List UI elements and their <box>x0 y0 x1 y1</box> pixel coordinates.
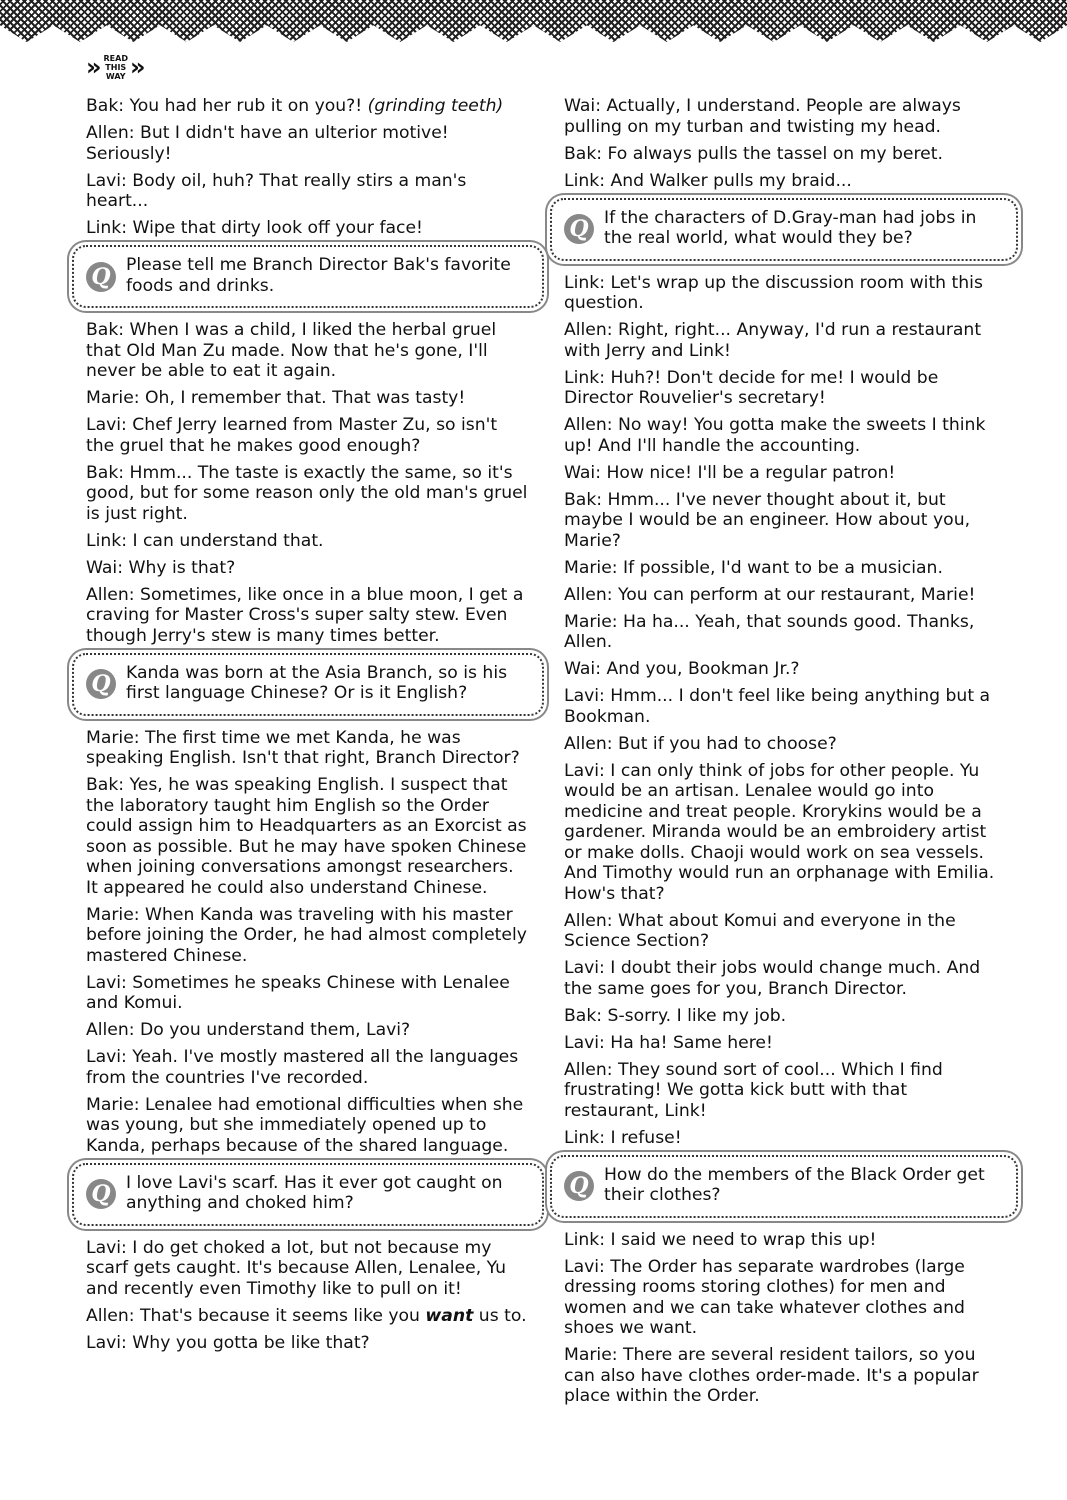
dialogue-line: Wai: Why is that? <box>86 557 236 578</box>
dialogue-line: Bak: Hmm... The taste is exactly the same, so it's good, but for some reason only the old man's gruel is just right. <box>86 462 528 524</box>
way-label: WAY <box>105 71 126 81</box>
question-icon: Q <box>564 1171 594 1201</box>
dialogue-line: Marie: Lenalee had emotional difficulties when she was young, but she immediately opened up to Kanda, perhaps because of the shared language. <box>86 1094 524 1156</box>
dialogue-line: Lavi: Why you gotta be like that? <box>86 1332 370 1353</box>
question-text: Please tell me Branch Director Bak's favorite foods and drinks. <box>126 255 511 296</box>
dialogue-line: Allen: You can perform at our restaurant, Marie! <box>564 584 976 605</box>
question-text: I love Lavi's scarf. Has it ever got caught on anything and choked him? <box>126 1172 503 1213</box>
dialogue-line: Link: I refuse! <box>564 1127 682 1148</box>
question-text: Kanda was born at the Asia Branch, so is his first language Chinese? Or is it English? <box>126 662 508 703</box>
double-chevron-icon: » <box>86 53 102 81</box>
left-column <box>86 96 530 1360</box>
question-icon: Q <box>86 1179 116 1209</box>
question-box <box>72 245 544 308</box>
dialogue-line: Allen: But if you had to choose? <box>564 733 837 754</box>
dialogue-line: Marie: Ha ha... Yeah, that sounds good. Thanks, Allen. <box>564 611 975 652</box>
question-text: If the characters of D.Gray-man had jobs in the real world, what would they be? <box>604 207 977 248</box>
dialogue-line: Lavi: The Order has separate wardrobes (large dressing rooms storing clothes) for men and women and we can take whatever clothes and shoes we want. <box>564 1256 965 1338</box>
dialogue-line: Link: I can understand that. <box>86 530 324 551</box>
dialogue-line: Link: I said we need to wrap this up! <box>564 1229 877 1250</box>
dialogue-line: Bak: You had her rub it on you?! (grinding teeth) <box>86 96 504 116</box>
halftone-top-border <box>0 0 1067 42</box>
dialogue-line: Link: Let's wrap up the discussion room with this question. <box>564 272 983 313</box>
dialogue-line: Lavi: Sometimes he speaks Chinese with Lenalee and Komui. <box>86 972 510 1013</box>
question-icon: Q <box>564 214 594 244</box>
this-label: THIS <box>105 62 127 72</box>
dialogue-line: Wai: Actually, I understand. People are always pulling on my turban and twisting my head. <box>564 96 961 137</box>
dialogue-line: Link: Huh?! Don't decide for me! I would be Director Rouvelier's secretary! <box>564 367 939 408</box>
dialogue-line: Lavi: I can only think of jobs for other people. Yu would be an artisan. Lenalee would go into medicine and treat people. Krorykins would be a gardener. Miranda would be an embroidery artist or make dolls. Chaoji would work on sea vessels. And Timothy would run an orphanage with Emilia. How's that? <box>564 760 995 904</box>
dialogue-line: Lavi: Ha ha! Same here! <box>564 1032 773 1053</box>
read-label: READ <box>103 53 128 63</box>
dialogue-line: Bak: When I was a child, I liked the herbal gruel that Old Man Zu made. Now that he's gone, I'll never be able to eat it again. <box>86 320 497 381</box>
dialogue-line: Allen: No way! You gotta make the sweets I think up! And I'll handle the accounting. <box>564 415 986 456</box>
dialogue-line: Lavi: I doubt their jobs would change much. And the same goes for you, Branch Director. <box>564 958 981 999</box>
dialogue-line: Lavi: Body oil, huh? That really stirs a man's heart... <box>86 170 467 211</box>
dialogue-line: Marie: There are several resident tailors, so you can also have clothes order-made. It's a popular place within the Order. <box>564 1345 979 1406</box>
dialogue-line: Marie: If possible, I'd want to be a musician. <box>564 557 943 578</box>
dialogue-line: Marie: The first time we met Kanda, he was speaking English. Isn't that right, Branch Director? <box>86 727 520 768</box>
question-box <box>72 1163 544 1226</box>
dialogue-line: Link: Wipe that dirty look off your face! <box>86 218 423 238</box>
dialogue-line: Bak: Hmm... I've never thought about it, but maybe I would be an engineer. How about you, Marie? <box>564 489 971 551</box>
dialogue-line: Allen: They sound sort of cool... Which I find frustrating! We gotta kick butt with that restaurant, Link! <box>564 1059 943 1121</box>
right-column <box>564 96 1004 1413</box>
dialogue-line: Allen: Do you understand them, Lavi? <box>86 1020 411 1040</box>
dialogue-line: Allen: Sometimes, like once in a blue moon, I get a craving for Master Cross's super salty stew. Even though Jerry's stew is many times better. <box>86 584 524 646</box>
dialogue-line: Wai: How nice! I'll be a regular patron! <box>564 462 896 483</box>
dialogue-line: Marie: Oh, I remember that. That was tasty! <box>86 388 466 408</box>
double-chevron-icon: » <box>129 53 146 81</box>
dialogue-line: Lavi: Yeah. I've mostly mastered all the languages from the countries I've recorded. <box>86 1047 519 1088</box>
dialogue-line: Marie: When Kanda was traveling with his master before joining the Order, he had almost completely mastered Chinese. <box>86 904 527 966</box>
dialogue-line: Lavi: Hmm... I don't feel like being anything but a Bookman. <box>564 686 991 727</box>
dialogue-line: Bak: Yes, he was speaking English. I suspect that the laboratory taught him English so the Order could assign him to Headquarters as an Exorcist as soon as possible. But he may have spoken Chinese when joining conversations amongst researchers. It appeared he could also understand Chinese. <box>86 775 527 898</box>
dialogue-line: Lavi: I do get choked a lot, but not because my scarf gets caught. It's because Allen, Lenalee, Yu and recently even Timothy like to pull on it! <box>86 1237 507 1299</box>
dialogue-line: Lavi: Chef Jerry learned from Master Zu, so isn't the gruel that he makes good enough? <box>86 415 498 456</box>
dialogue-line: Allen: But I didn't have an ulterior motive! Seriously! <box>86 123 449 164</box>
dialogue-line: Allen: That's because it seems like you want us to. <box>86 1305 527 1326</box>
dialogue-line: Bak: Fo always pulls the tassel on my beret. <box>564 143 943 164</box>
question-box <box>550 1155 1018 1218</box>
read-this-way-marker <box>86 50 146 84</box>
dialogue-line: Wai: And you, Bookman Jr.? <box>564 659 800 679</box>
dialogue-line: Allen: Right, right... Anyway, I'd run a restaurant with Jerry and Link! <box>564 320 982 361</box>
dialogue-line: Allen: What about Komui and everyone in the Science Section? <box>564 910 956 951</box>
dialogue-line: Link: And Walker pulls my braid... <box>564 170 852 191</box>
question-text: How do the members of the Black Order get their clothes? <box>604 1164 985 1205</box>
question-icon: Q <box>86 262 116 292</box>
question-box <box>72 653 544 716</box>
dialogue-line: Bak: S-sorry. I like my job. <box>564 1005 787 1026</box>
question-box <box>550 198 1018 261</box>
question-icon: Q <box>86 669 116 699</box>
